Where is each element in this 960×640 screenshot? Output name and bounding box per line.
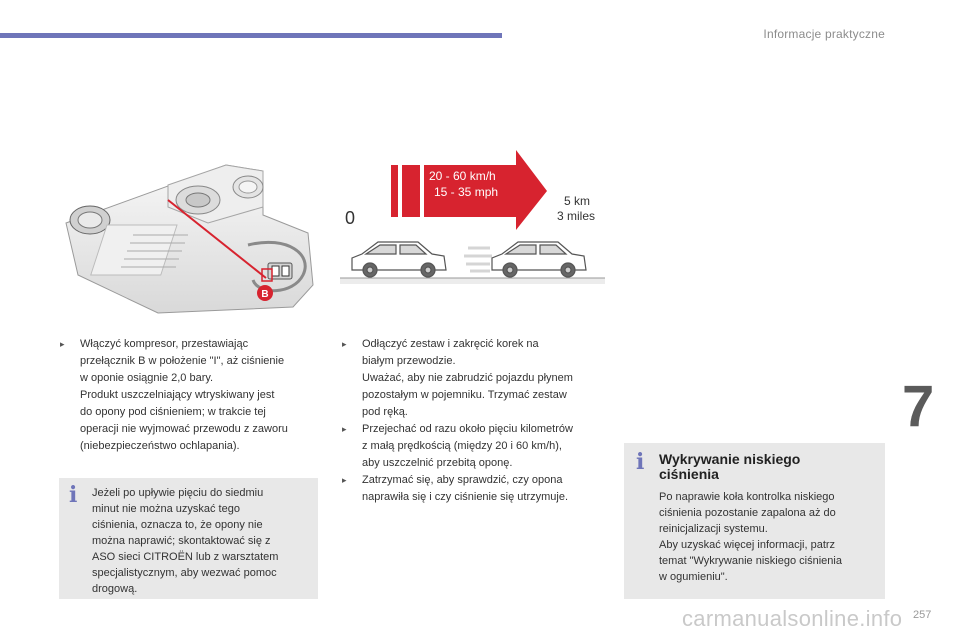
bullet-icon: ▸ (60, 339, 65, 349)
text-line: drogową. (92, 583, 138, 595)
car-start-icon (352, 242, 446, 277)
text-line: Produkt uszczelniający wtryskiwany jest (80, 389, 275, 401)
page-number: 257 (913, 609, 932, 621)
middle-step-list (342, 336, 614, 506)
compressor-illustration (58, 145, 320, 315)
watermark[interactable]: carmanualsonline.info (682, 606, 903, 631)
text-line: w ogumieniu". (659, 571, 728, 583)
text-line: z małą prędkością (między 20 i 60 km/h), (362, 440, 562, 452)
text-line: Uważać, aby nie zabrudzić pojazdu płynem (362, 372, 573, 384)
text-line: (niebezpieczeństwo ochlapania). (80, 440, 240, 452)
title-line: Wykrywanie niskiego (659, 451, 801, 467)
title-line: ciśnienia (659, 466, 719, 482)
text-line: Zatrzymać się, aby sprawdzić, czy opona (362, 474, 563, 486)
car-driving-icon (492, 242, 586, 277)
distance-miles-label: 3 miles (557, 209, 596, 223)
text-line: specjalistycznym, aby wezwać pomoc (92, 567, 277, 579)
driving-diagram (340, 150, 605, 288)
text-line: Odłączyć zestaw i zakręcić korek na (362, 338, 539, 350)
bullet-icon: ▸ (342, 339, 347, 349)
text-line: Przejechać od razu około pięciu kilometrów (362, 423, 573, 435)
speed-kmh-label: 20 - 60 km/h (429, 169, 496, 183)
bullet-icon: ▸ (342, 424, 347, 434)
text-line: pozostałym w pojemniku. Trzymać zestaw (362, 389, 567, 401)
text-line: minut nie można uzyskać tego (92, 503, 240, 515)
left-step-list (60, 336, 325, 455)
text-line: w oponie osiągnie 2,0 bary. (80, 372, 214, 384)
text-line: reinicjalizacji systemu. (659, 523, 768, 535)
bullet-icon: ▸ (342, 475, 347, 485)
chapter-number: 7 (902, 374, 935, 439)
text-line: Po naprawie koła kontrolka niskiego (659, 491, 835, 503)
text-line: ASO sieci CITROËN lub z warsztatem (92, 551, 279, 563)
text-line: do opony pod ciśnieniem; w trakcie tej (80, 406, 266, 418)
list-item (342, 472, 614, 506)
text-line: temat "Wykrywanie niskiego ciśnienia (659, 555, 842, 567)
text-line: aby uszczelnić przebitą oponę. (362, 457, 513, 469)
text-line: pod ręką. (362, 406, 408, 418)
text-line: przełącznik B w położenie "I", aż ciśnienie (80, 355, 285, 367)
text-line: ciśnienia pozostanie zapalona aż do (659, 507, 836, 519)
section-title: Informacje praktyczne (763, 27, 885, 41)
speed-mph-label: 15 - 35 mph (434, 185, 499, 199)
list-item (60, 336, 325, 455)
text-line: Włączyć kompresor, przestawiając (80, 338, 249, 350)
info-text (659, 489, 881, 585)
text-line: można naprawić; skontaktować się z (92, 535, 271, 547)
list-item (342, 421, 614, 472)
info-icon: i (636, 449, 645, 475)
text-line: naprawiła się i czy ciśnienie się utrzymuje. (362, 491, 569, 503)
text-line: operacji nie wyjmować przewodu z zaworu (80, 423, 288, 435)
text-line: ciśnienia, oznacza to, że opony nie (92, 519, 263, 531)
info-box-title (659, 452, 879, 482)
switch-b-label: B (261, 289, 269, 300)
start-label: 0 (345, 208, 356, 228)
text-line: Aby uzyskać więcej informacji, patrz (659, 539, 836, 551)
info-icon: i (69, 482, 78, 508)
text-line: Jeżeli po upływie pięciu do siedmiu (92, 487, 264, 499)
distance-km-label: 5 km (564, 194, 591, 208)
low-pressure-info-box (624, 443, 885, 599)
header-accent-bar (0, 33, 502, 38)
list-item (342, 336, 614, 421)
info-text (92, 485, 314, 597)
repair-failure-info-box (59, 478, 318, 599)
text-line: białym przewodzie. (362, 355, 456, 367)
